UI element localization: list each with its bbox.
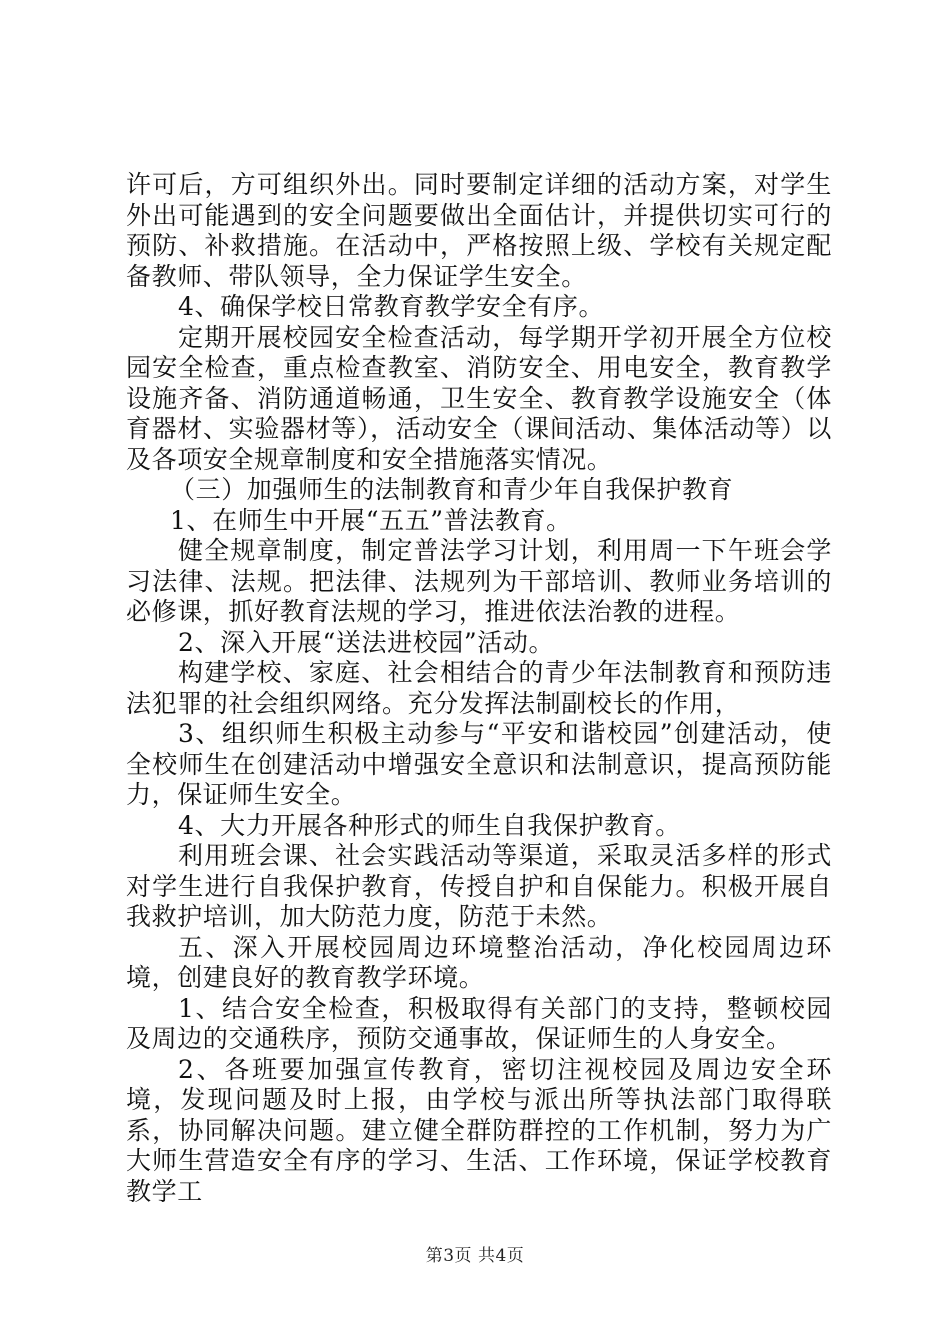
paragraph-3: 定期开展校园安全检查活动，每学期开学初开展全方位校园安全检查，重点检查教室、消防安全、用电安全，教育教学设施齐备、消防通道畅通，卫生安全、教育教学设施安全（体育器材、实验器材等），活动安全（课间活动、集体活动等）以及各项安全规章制度和安全措施落实情况。 [126, 322, 832, 474]
item-paragraph-5-1: 1、结合安全检查，积极取得有关部门的支持，整顿校园及周边的交通秩序，预防交通事故，保证师生的人身安全。 [126, 993, 832, 1053]
document-body [126, 170, 832, 1207]
paragraph-8: 构建学校、家庭、社会相结合的青少年法制教育和预防违法犯罪的社会组织网络。充分发挥法制副校长的作用， [126, 658, 832, 718]
item-heading-4: 4、大力开展各种形式的师生自我保护教育。 [178, 810, 681, 840]
paragraph-1: 许可后，方可组织外出。同时要制定详细的活动方案，对学生外出可能遇到的安全问题要做出全面估计，并提供切实可行的预防、补救措施。在活动中，严格按照上级、学校有关规定配备教师、带队领导，全力保证学生安全。 [126, 170, 832, 291]
section-heading-3: （三）加强师生的法制教育和青少年自我保护教育 [170, 475, 734, 504]
item-heading-2: 2、深入开展“送法进校园”活动。 [178, 627, 555, 657]
item-heading-1: 1、在师生中开展“五五”普法教育。 [170, 505, 572, 535]
page-number-footer: 第3页 共4页 [425, 1246, 525, 1266]
item-paragraph-5-2: 2、各班要加强宣传教育，密切注视校园及周边安全环境，发现问题及时上报，由学校与派出所等执法部门取得联系，协同解决问题。建立健全群防群控的工作机制，努力为广大师生营造安全有序的学习、生活、工作环境，保证学校教育教学工 [126, 1054, 832, 1206]
paragraph-6: 健全规章制度，制定普法学习计划，利用周一下午班会学习法律、法规。把法律、法规列为干部培训、教师业务培训的必修课，抓好教育法规的学习，推进依法治教的进程。 [126, 536, 832, 626]
section-heading-5: 五、深入开展校园周边环境整治活动，净化校园周边环境，创建良好的教育教学环境。 [126, 932, 832, 992]
section-heading-4: 4、确保学校日常教育教学安全有序。 [178, 292, 605, 321]
paragraph-11: 利用班会课、社会实践活动等渠道，采取灵活多样的形式对学生进行自我保护教育，传授自护和自保能力。积极开展自我救护培训，加大防范力度，防范于未然。 [126, 841, 832, 931]
item-paragraph-3: 3、组织师生积极主动参与“平安和谐校园”创建活动，使全校师生在创建活动中增强安全意识和法制意识，提高预防能力，保证师生安全。 [126, 719, 832, 809]
